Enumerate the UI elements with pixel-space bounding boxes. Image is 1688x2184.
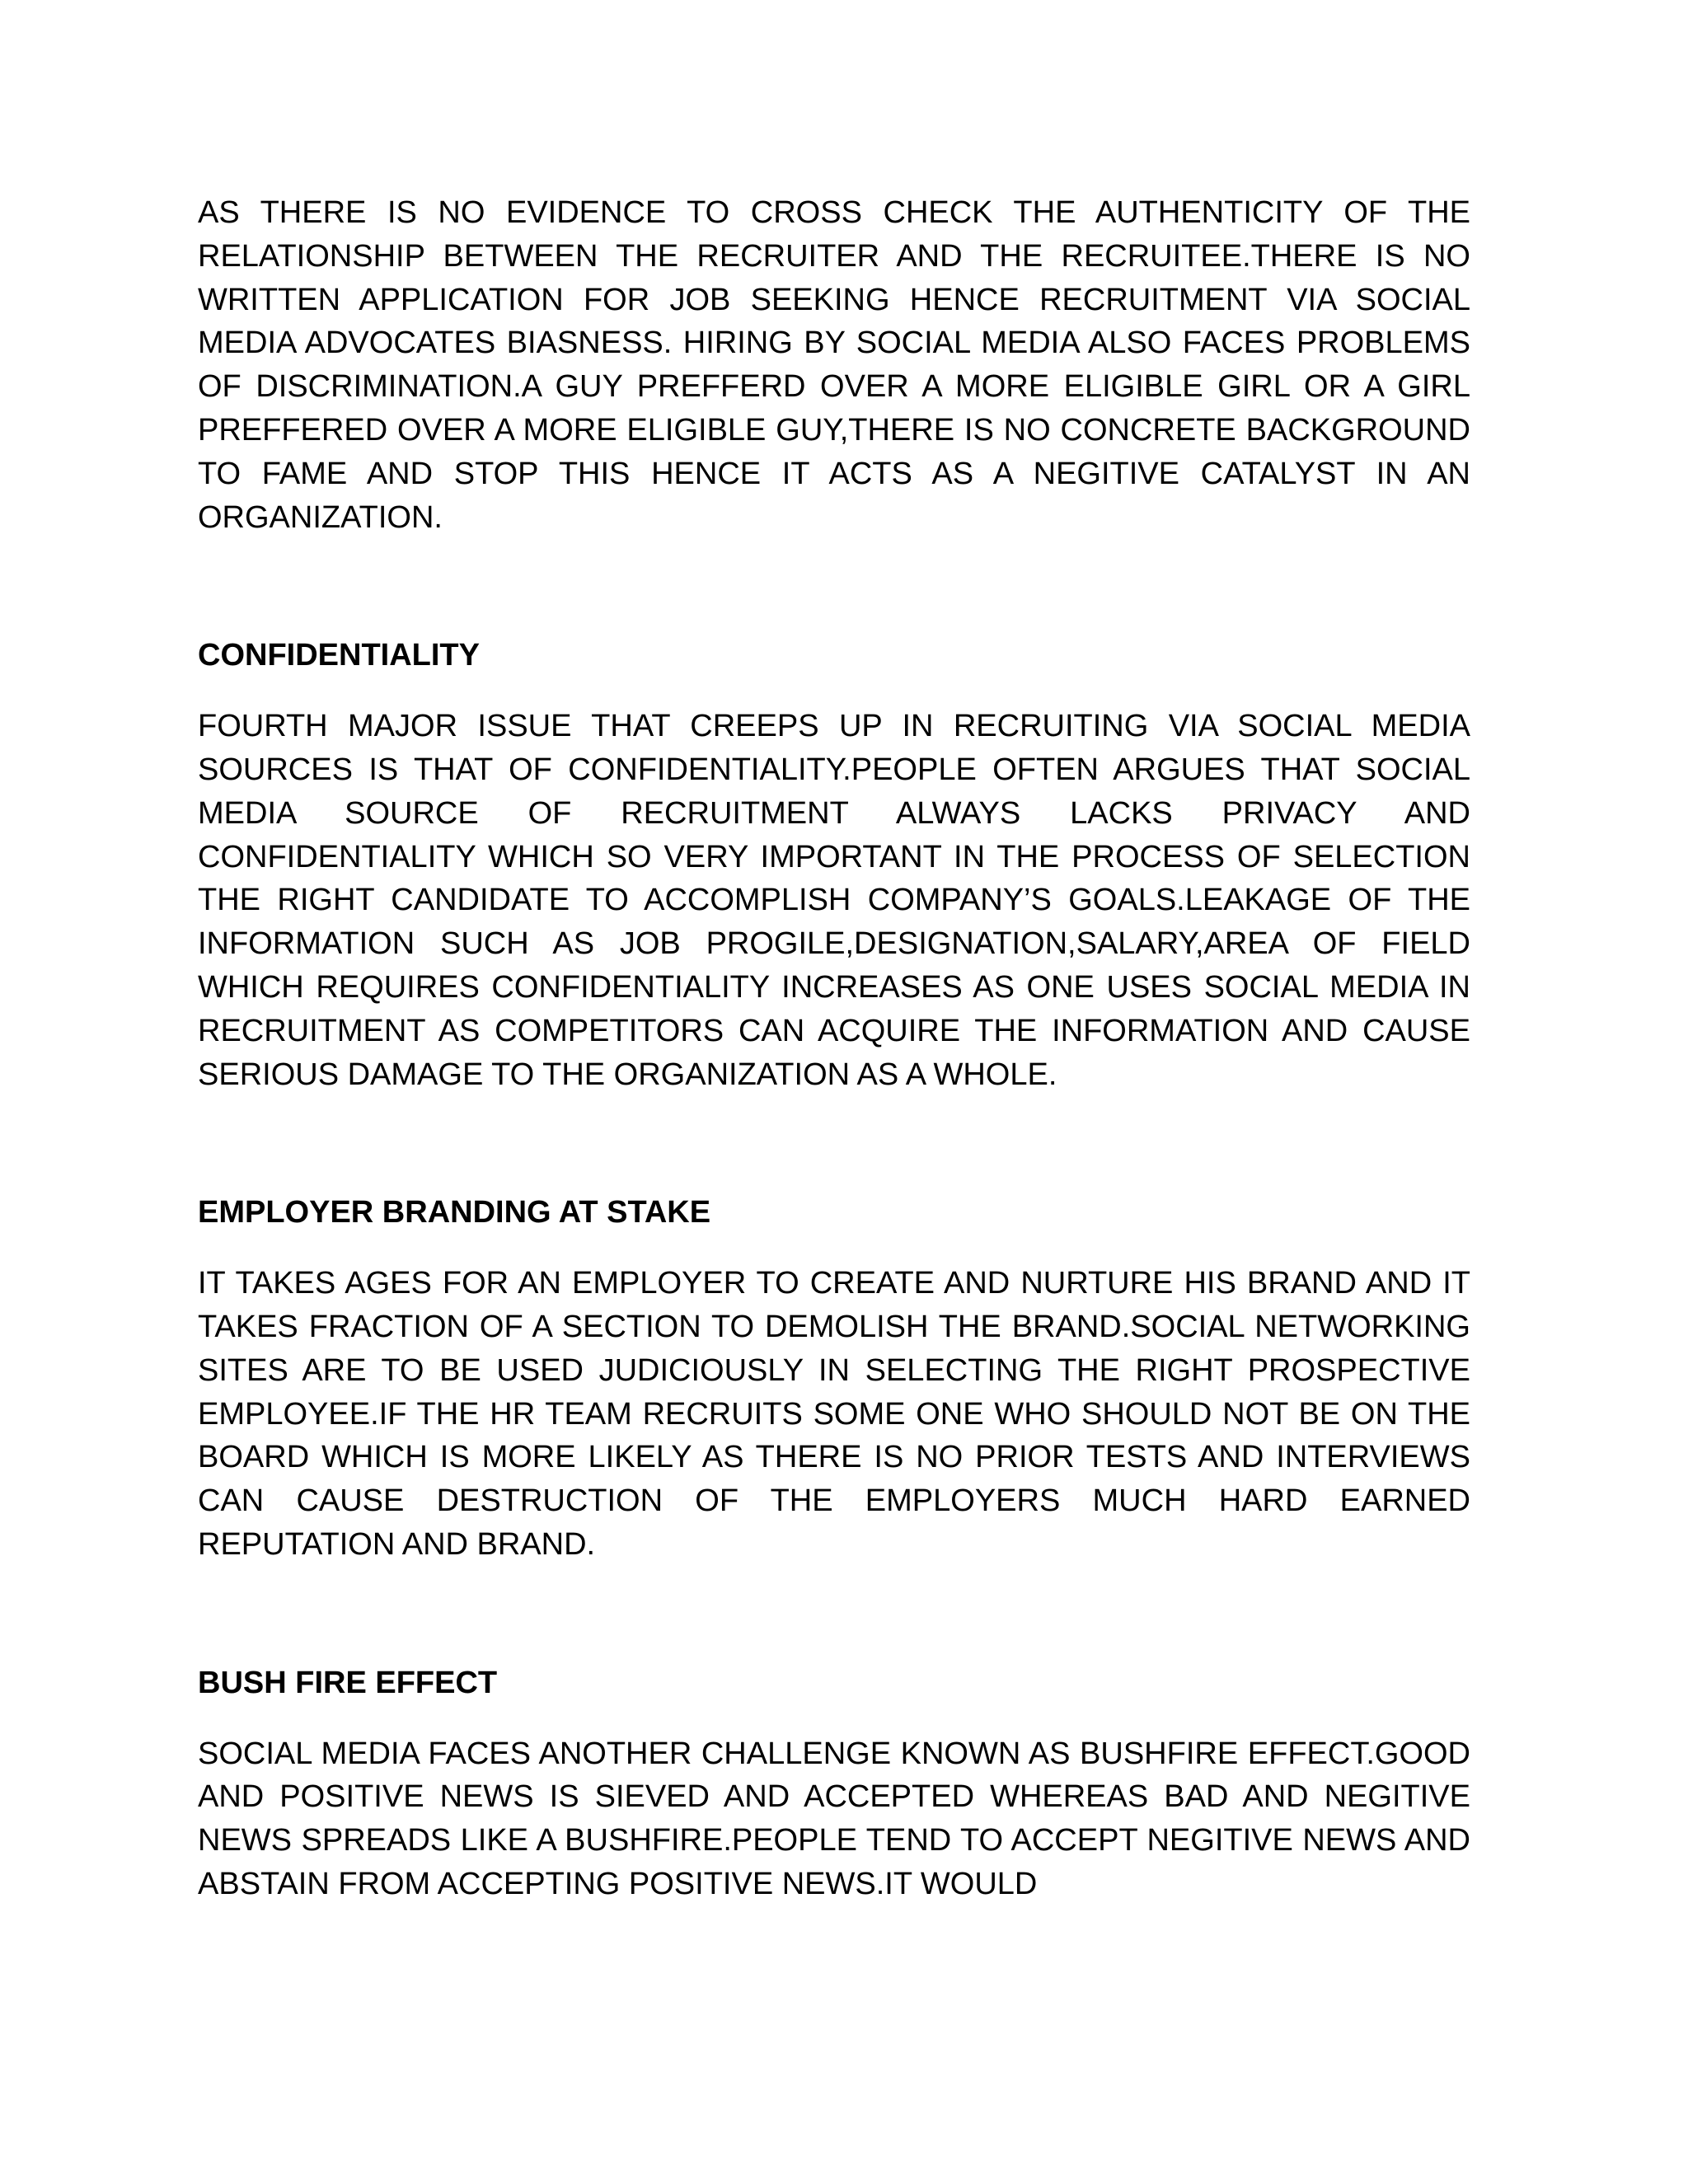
intro-paragraph: AS THERE IS NO EVIDENCE TO CROSS CHECK THE AUTHENTICITY OF THE RELATIONSHIP BETWEEN THE RECRUITER AND THE RECRUITEE.THERE IS NO WRITTEN APPLICATION FOR JOB SEEKING HENCE RECRUITMENT VIA SOCIAL MEDIA ADVOCATES BIASNESS. HIRING BY SOCIAL MEDIA ALSO FACES PROBLEMS OF DISCRIMINATION.A GUY PREFFERD OVER A MORE ELIGIBLE GIRL OR A GIRL PREFFERED OVER A MORE ELIGIBLE GUY,THERE IS NO CONCRETE BACKGROUND TO FAME AND STOP THIS HENCE IT ACTS AS A NEGITIVE CATALYST IN AN ORGANIZATION.	[198, 195, 1470, 535]
section-heading-bush-fire-effect: BUSH FIRE EFFECT	[198, 1665, 498, 1700]
section-body-bush-fire-effect: SOCIAL MEDIA FACES ANOTHER CHALLENGE KNOWN AS BUSHFIRE EFFECT.GOOD AND POSITIVE NEWS IS SIEVED AND ACCEPTED WHEREAS BAD AND NEGITIVE NEWS SPREADS LIKE A BUSHFIRE.PEOPLE TEND TO ACCEPT NEGITIVE NEWS AND ABSTAIN FROM ACCEPTING POSITIVE NEWS.IT WOULD	[198, 1736, 1470, 1901]
section-body-confidentiality: FOURTH MAJOR ISSUE THAT CREEPS UP IN RECRUITING VIA SOCIAL MEDIA SOURCES IS THAT OF CONFIDENTIALITY.PEOPLE OFTEN ARGUES THAT SOCIAL MEDIA SOURCE OF RECRUITMENT ALWAYS LACKS PRIVACY AND CONFIDENTIALITY WHICH SO VERY IMPORTANT IN THE PROCESS OF SELECTION THE RIGHT CANDIDATE TO ACCOMPLISH COMPANY’S GOALS.LEAKAGE OF THE INFORMATION SUCH AS JOB PROGILE,DESIGNATION,SALARY,AREA OF FIELD WHICH REQUIRES CONFIDENTIALITY INCREASES AS ONE USES SOCIAL MEDIA IN RECRUITMENT AS COMPETITORS CAN ACQUIRE THE INFORMATION AND CAUSE SERIOUS DAMAGE TO THE ORGANIZATION AS A WHOLE.	[198, 709, 1470, 1092]
section-body-employer-branding: IT TAKES AGES FOR AN EMPLOYER TO CREATE AND NURTURE HIS BRAND AND IT TAKES FRACTION OF A SECTION TO DEMOLISH THE BRAND.SOCIAL NETWORKING SITES ARE TO BE USED JUDICIOUSLY IN SELECTING THE RIGHT PROSPECTIVE EMPLOYEE.IF THE HR TEAM RECRUITS SOME ONE WHO SHOULD NOT BE ON THE BOARD WHICH IS MORE LIKELY AS THERE IS NO PRIOR TESTS AND INTERVIEWS CAN CAUSE DESTRUCTION OF THE EMPLOYERS MUCH HARD EARNED REPUTATION AND BRAND.	[198, 1266, 1470, 1562]
section-heading-confidentiality: CONFIDENTIALITY	[198, 638, 480, 673]
document-page	[198, 191, 1470, 1906]
section-heading-employer-branding: EMPLOYER BRANDING AT STAKE	[198, 1195, 711, 1230]
